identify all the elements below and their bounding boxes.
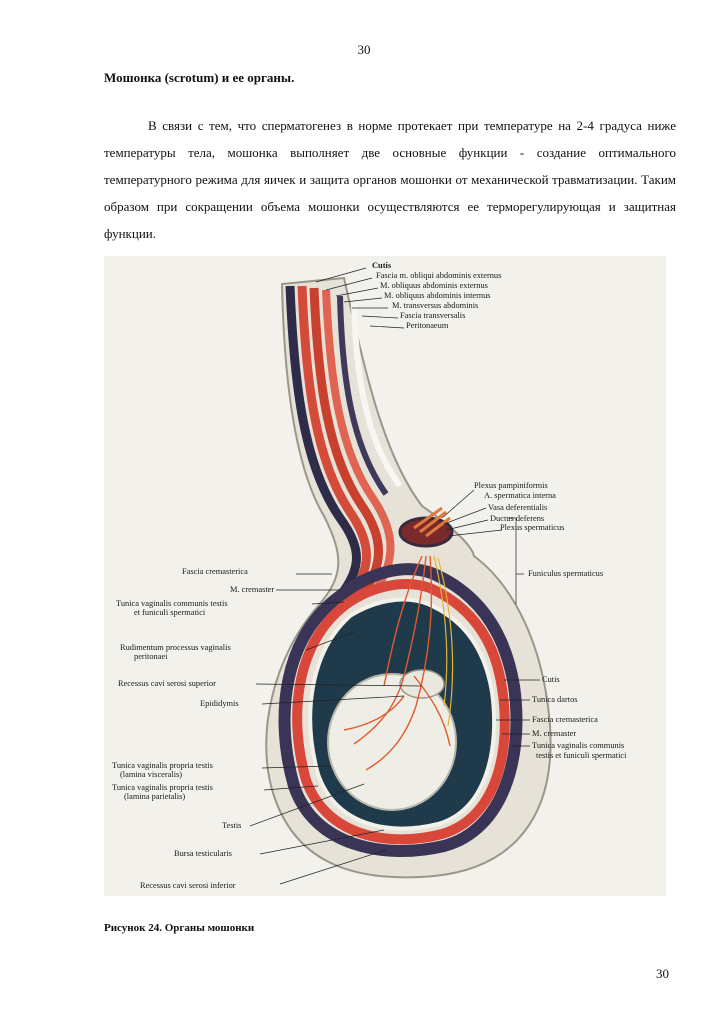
figure-caption: Рисунок 24. Органы мошонки: [104, 922, 255, 934]
section-heading: Мошонка (scrotum) и ее органы.: [104, 70, 295, 85]
label-epididymis: Epididymis: [200, 699, 239, 708]
label-lamina-visceralis-1: Tunica vaginalis propria testis: [112, 761, 213, 770]
label-fascia-cremasterica-left: Fascia cremasterica: [182, 567, 248, 576]
label-fascia-cremasterica-right: Fascia cremasterica: [532, 715, 598, 724]
label-fascia-externus: Fascia m. obliqui abdominis externus: [376, 271, 502, 280]
label-testis: Testis: [222, 821, 242, 830]
label-plexus-spermaticus: Plexus spermaticus: [500, 523, 565, 532]
label-rudimentum-2: peritonaei: [134, 652, 168, 661]
label-peritonaeum: Peritonaeum: [406, 321, 449, 330]
label-transversus: M. transversus abdominis: [392, 301, 479, 310]
label-plexus-pampiniformis: Plexus pampiniformis: [474, 481, 548, 490]
label-fascia-transversalis: Fascia transversalis: [400, 311, 466, 320]
label-recessus-superior: Recessus cavi serosi superior: [118, 679, 216, 688]
label-tunica-communis-left-1: Tunica vaginalis communis testis: [116, 599, 228, 608]
label-cutis-top: Cutis: [372, 261, 392, 270]
label-bursa-testicularis: Bursa testicularis: [174, 849, 232, 858]
scrotum-illustration: [104, 256, 666, 896]
label-recessus-inferior: Recessus cavi serosi inferior: [140, 881, 236, 890]
label-tunica-communis-right-1: Tunica vaginalis communis: [532, 741, 625, 750]
label-lamina-parietalis-1: Tunica vaginalis propria testis: [112, 783, 213, 792]
label-lamina-visceralis-2: (lamina visceralis): [120, 770, 183, 779]
label-tunica-communis-left-2: et funiculi spermatici: [134, 608, 206, 617]
label-ductus-deferens: Ductus deferens: [490, 514, 545, 523]
label-rudimentum-1: Rudimentum processus vaginalis: [120, 643, 231, 652]
label-obliquus-externus: M. obliquus abdominis externus: [380, 281, 488, 290]
label-m-cremaster-right: M. cremaster: [532, 729, 577, 738]
label-tunica-dartos: Tunica dartos: [532, 695, 578, 704]
label-funiculus-spermaticus: Funiculus spermaticus: [528, 569, 604, 578]
label-vasa-deferentialis: Vasa deferentialis: [488, 503, 548, 512]
body-paragraph: [104, 112, 676, 247]
page-number-top: 30: [357, 42, 371, 57]
paragraph-text: В связи с тем, что сперматогенез в норме протекает при температуре на 2-4 градуса ниже температуры тела, мошонка выполняет две основные функции - создание оптимального температурного режима для яичек и защита органов мошонки от механической травматизации. Таким образом при сокращении объема мошонки осуществляются ее терморегулирующая и защитная функции.: [104, 118, 676, 241]
label-tunica-communis-right-2: testis et funiculi spermatici: [536, 751, 627, 760]
anatomy-figure: [104, 256, 666, 896]
page-number-bottom: 30: [656, 966, 669, 981]
label-lamina-parietalis-2: (lamina parietalis): [124, 792, 186, 801]
label-cutis-right: Cutis: [542, 675, 560, 684]
label-m-cremaster-left: M. cremaster: [230, 585, 275, 594]
label-a-spermatica: A. spermatica interna: [484, 491, 556, 500]
label-obliquus-internus: M. obliquus abdominis internus: [384, 291, 491, 300]
